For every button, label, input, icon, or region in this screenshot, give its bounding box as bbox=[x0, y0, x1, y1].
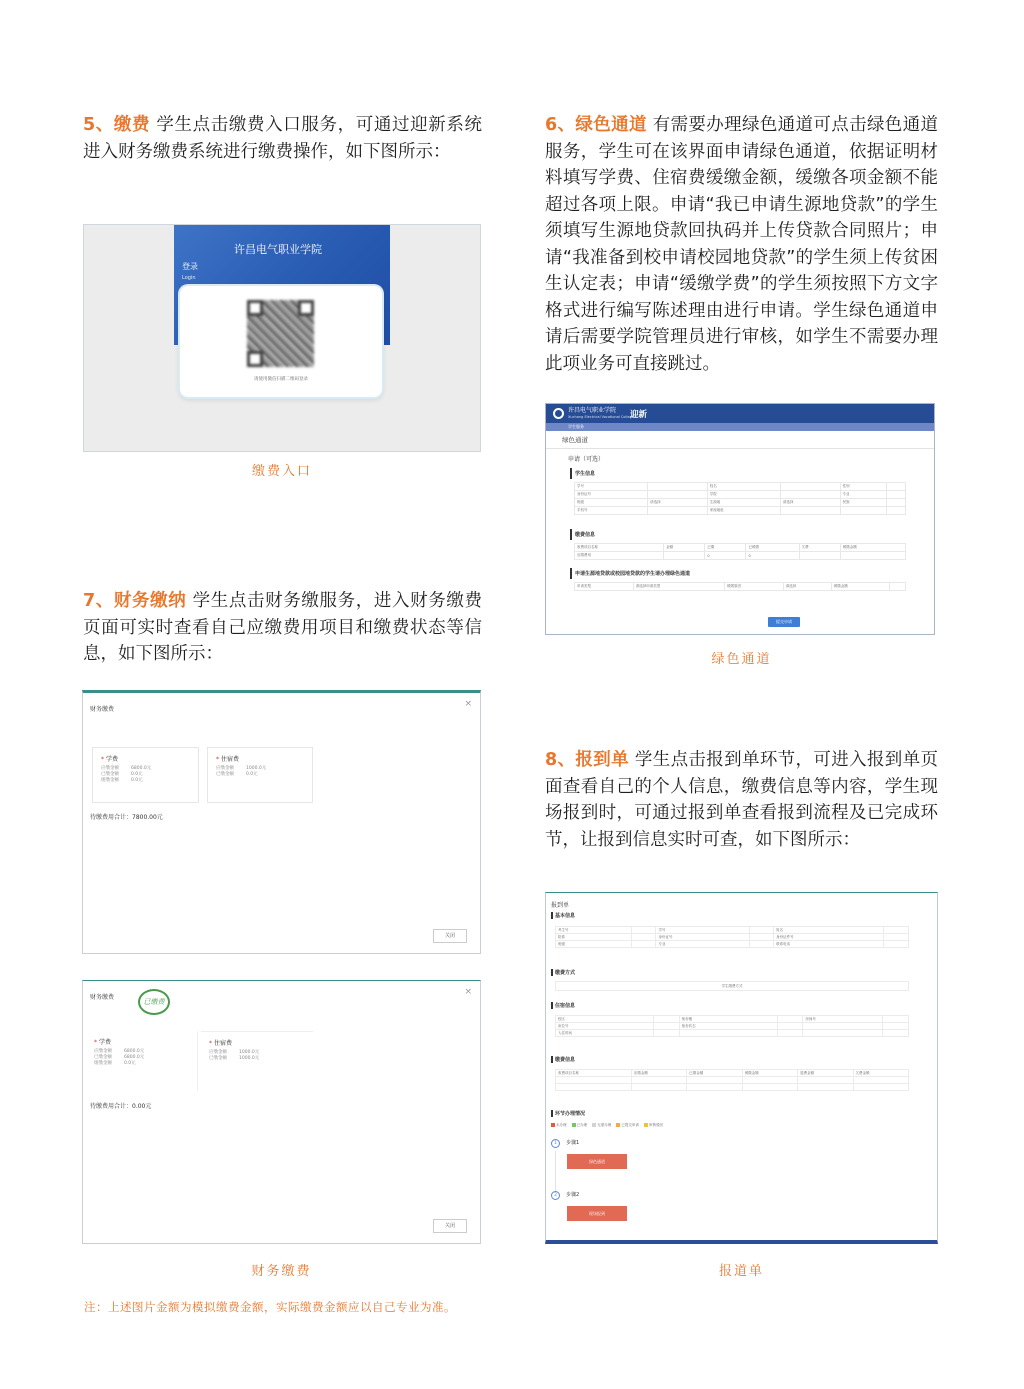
table-row bbox=[556, 1070, 909, 1077]
table-cell: 宿舍楼 bbox=[679, 1016, 777, 1023]
table-cell[interactable]: 欠费金额 bbox=[853, 1070, 908, 1077]
login-card bbox=[180, 286, 382, 397]
table-row bbox=[575, 507, 906, 515]
report-dorm-table bbox=[555, 1015, 909, 1037]
section-8-heading: 8、报到单 bbox=[545, 750, 629, 770]
table-cell bbox=[687, 1084, 742, 1091]
table-cell[interactable] bbox=[749, 934, 774, 941]
table-cell[interactable] bbox=[780, 507, 840, 515]
table-cell[interactable] bbox=[653, 1030, 679, 1037]
close-button[interactable]: 关闭 bbox=[433, 1219, 467, 1233]
step-1-icon: 1 bbox=[551, 1139, 560, 1148]
table-cell[interactable]: 请选择 bbox=[780, 499, 840, 507]
green-fee-table bbox=[574, 543, 906, 560]
table-cell: 家庭地址 bbox=[707, 507, 780, 515]
table-row bbox=[556, 927, 909, 934]
login-hint: 请使用微信扫描二维码登录 bbox=[254, 377, 308, 382]
table-cell: 身份证件号 bbox=[774, 934, 884, 941]
green-channel-step-button[interactable]: 绿色通道 bbox=[567, 1154, 627, 1169]
table-cell[interactable] bbox=[653, 1023, 679, 1030]
table-cell bbox=[687, 1077, 742, 1084]
table-cell[interactable] bbox=[648, 507, 708, 515]
table-cell[interactable] bbox=[883, 1016, 909, 1023]
school-logo-icon bbox=[553, 408, 564, 419]
caption-finance: 财务缴费 bbox=[251, 1264, 312, 1279]
table-cell[interactable] bbox=[883, 1023, 909, 1030]
table-cell[interactable] bbox=[648, 483, 708, 491]
report-section-dorm: 住宿信息 bbox=[551, 1002, 575, 1009]
table-row bbox=[575, 491, 906, 499]
report-section-pay: 缴费方式 bbox=[551, 969, 575, 976]
fee-name: * 住宿费 bbox=[209, 1040, 233, 1047]
table-cell[interactable] bbox=[780, 491, 840, 499]
fee-name: * 住宿费 bbox=[216, 756, 240, 763]
table-cell: 已缴金额 bbox=[687, 1070, 742, 1077]
table-cell[interactable]: 请选择 bbox=[783, 583, 831, 591]
table-row bbox=[556, 1016, 909, 1023]
table-cell[interactable]: 金额 bbox=[664, 544, 705, 552]
table-cell bbox=[799, 552, 840, 560]
table-row bbox=[556, 941, 909, 948]
table-cell[interactable]: 请选择 bbox=[648, 499, 708, 507]
table-cell: 班级 bbox=[575, 499, 648, 507]
table-cell[interactable] bbox=[886, 491, 905, 499]
table-cell[interactable] bbox=[853, 1084, 908, 1091]
table-row bbox=[556, 1030, 909, 1037]
table-cell: 班级 bbox=[556, 941, 632, 948]
table-cell[interactable] bbox=[648, 491, 708, 499]
step-1: 1 步骤1 bbox=[551, 1139, 579, 1148]
section-5-heading: 5、缴费 bbox=[83, 115, 151, 135]
step-2-icon: 2 bbox=[551, 1191, 560, 1200]
fee-card-tuition: * 学费 应缴金额 6800.0元 已缴金额 0.0元 缓缴金额 0.0元 bbox=[92, 747, 199, 803]
report-section-basic: 基本信息 bbox=[551, 912, 575, 919]
fee-card-dorm: * 住宿费 应缴金额 1000.0元 已缴金额 0.0元 bbox=[207, 747, 313, 803]
finance-unpaid-screenshot bbox=[82, 690, 481, 954]
close-icon[interactable]: × bbox=[464, 987, 472, 997]
table-row bbox=[556, 1084, 909, 1091]
section-8-text bbox=[545, 747, 938, 853]
section-7-text bbox=[83, 588, 482, 668]
table-cell bbox=[803, 1023, 883, 1030]
table-cell[interactable] bbox=[780, 483, 840, 491]
finance1-header: 财务缴费 bbox=[90, 706, 115, 713]
table-cell[interactable] bbox=[631, 927, 656, 934]
table-row bbox=[575, 499, 906, 507]
table-cell[interactable] bbox=[884, 941, 909, 948]
table-cell[interactable] bbox=[664, 552, 705, 560]
green-section-fee: 缴费信息 bbox=[570, 529, 934, 540]
table-cell: 民族 bbox=[840, 499, 886, 507]
green-school-cn: 许昌电气职业学院 bbox=[568, 407, 617, 414]
table-cell: 缓缴金额 bbox=[831, 583, 890, 591]
table-cell bbox=[798, 1084, 853, 1091]
table-cell: 学号 bbox=[575, 483, 648, 491]
table-cell[interactable]: 0 bbox=[746, 552, 799, 560]
table-cell: 联系电话 bbox=[774, 941, 884, 948]
green-student-table bbox=[574, 482, 906, 515]
report-section-fee: 缴费信息 bbox=[551, 1056, 575, 1063]
section-6-body: 有需要办理绿色通道可点击绿色通道服务，学生可在该界面申请绿色通道，依据证明材料填写学费、住宿费缓缴金额，缓缴各项金额不能超过各项上限。申请“我已申请生源地贷款”的学生须填写生源地贷款回执码并上传贷款合同照片；申请“我准备到校申请校园地贷款”的学生须上传贫困生认定表；申请“缓缴学费”的学生须按照下方文字格式进行编写陈述理由进行申请。学生绿色通道申请后需要学院管理员进行审核，如学生不需要办理此项业务可直接跳过。 bbox=[545, 115, 938, 374]
table-cell[interactable] bbox=[886, 483, 905, 491]
submit-application-button[interactable]: 提交申请 bbox=[768, 617, 800, 627]
table-cell[interactable] bbox=[890, 583, 906, 591]
table-cell[interactable] bbox=[777, 1016, 803, 1023]
table-cell: 收费项目名称 bbox=[575, 544, 664, 552]
section-7-body: 学生点击财务缴服务，进入财务缴费页面可实时查看自己应缴费用项目和缴费状态等信息，如下图所示： bbox=[83, 591, 482, 664]
table-cell[interactable] bbox=[884, 927, 909, 934]
section-6-heading: 6、绿色通道 bbox=[545, 115, 647, 135]
step-2: 2 步骤2 bbox=[551, 1191, 579, 1200]
table-cell: 专业 bbox=[840, 491, 886, 499]
table-cell[interactable] bbox=[777, 1023, 803, 1030]
report-form-screenshot bbox=[545, 892, 938, 1244]
table-cell: 考生号 bbox=[556, 927, 632, 934]
report-fee-table bbox=[555, 1069, 909, 1091]
table-cell[interactable] bbox=[853, 1077, 908, 1084]
table-cell[interactable] bbox=[742, 1084, 797, 1091]
table-cell: 入住时间 bbox=[556, 1030, 654, 1037]
table-row bbox=[575, 544, 906, 552]
report-section-step: 环节办理情况 bbox=[551, 1110, 585, 1117]
close-button[interactable]: 关闭 bbox=[433, 929, 467, 943]
onsite-report-step-button[interactable]: 现场报到 bbox=[567, 1206, 627, 1221]
section-7-heading: 7、财务缴纳 bbox=[83, 591, 187, 611]
table-row bbox=[575, 552, 906, 560]
table-row bbox=[556, 1077, 909, 1084]
table-cell: 退费金额 bbox=[798, 1070, 853, 1077]
finance1-total: 待缴费用合计：7800.00元 bbox=[90, 814, 163, 821]
table-cell bbox=[556, 1077, 632, 1084]
green-title: 绿色通道 bbox=[546, 431, 934, 449]
login-school-name: 许昌电气职业学院 bbox=[234, 243, 322, 256]
table-cell: 姓名 bbox=[774, 927, 884, 934]
footnote: 注：上述图片金额为模拟缴费金额，实际缴费金额应以自己专业为准。 bbox=[84, 1300, 456, 1314]
table-cell[interactable] bbox=[631, 941, 656, 948]
login-subtitle: Login bbox=[182, 275, 196, 281]
table-cell bbox=[840, 507, 886, 515]
table-cell bbox=[679, 1030, 777, 1037]
finance2-header: 财务缴费 bbox=[90, 994, 115, 1001]
finance-paid-screenshot bbox=[82, 980, 481, 1244]
table-cell[interactable] bbox=[886, 499, 905, 507]
table-cell[interactable]: 缓缴金额 bbox=[742, 1070, 797, 1077]
table-cell: 缓缴原因 bbox=[725, 583, 784, 591]
login-screenshot bbox=[83, 224, 481, 452]
table-cell[interactable]: 应缴金额 bbox=[631, 1070, 686, 1077]
table-cell[interactable] bbox=[631, 1084, 686, 1091]
table-cell[interactable] bbox=[631, 934, 656, 941]
table-cell: 0 bbox=[705, 552, 746, 560]
table-cell: 姓名 bbox=[707, 483, 780, 491]
table-cell[interactable] bbox=[884, 934, 909, 941]
table-cell: 手机号 bbox=[575, 507, 648, 515]
fee-name: * 学费 bbox=[101, 756, 119, 763]
table-row bbox=[575, 583, 906, 591]
finance2-total: 待缴费用合计：0.00元 bbox=[90, 1103, 152, 1110]
green-loan-table bbox=[574, 582, 906, 591]
paid-stamp: 已缴费 bbox=[138, 989, 170, 1015]
table-cell[interactable] bbox=[886, 507, 905, 515]
close-icon[interactable]: × bbox=[464, 699, 472, 709]
green-topbar bbox=[546, 404, 934, 423]
table-cell[interactable] bbox=[840, 552, 905, 560]
table-cell[interactable] bbox=[653, 1016, 679, 1023]
table-cell[interactable] bbox=[883, 1030, 909, 1037]
green-tab[interactable]: 学生服务 bbox=[546, 423, 934, 431]
table-cell: 院系 bbox=[556, 934, 632, 941]
table-cell: 欠费 bbox=[799, 544, 840, 552]
table-cell: 校区 bbox=[556, 1016, 654, 1023]
table-cell: 专业 bbox=[656, 941, 749, 948]
table-cell[interactable] bbox=[749, 941, 774, 948]
report-basic-table bbox=[555, 926, 909, 948]
fee-name: * 学费 bbox=[94, 1039, 112, 1046]
table-cell bbox=[556, 1084, 632, 1091]
report-pay-table bbox=[555, 981, 909, 991]
table-cell: 收费项目名称 bbox=[556, 1070, 632, 1077]
green-app-name: 迎新 bbox=[630, 410, 648, 420]
step-legend: 未办理 已办理 无需办理 已提交申请 审核驳回 bbox=[551, 1123, 663, 1128]
section-8-body: 学生点击报到单环节，可进入报到单页面查看自己的个人信息，缴费信息等内容，学生现场报到时，可通过报到单查看报到流程及已完成环节，让报到信息实时可查，如下图所示： bbox=[545, 750, 939, 850]
table-cell: 宿舍状态 bbox=[679, 1023, 777, 1030]
green-apply-label: 申请（可选） bbox=[568, 456, 605, 463]
qr-code-icon[interactable] bbox=[247, 300, 314, 367]
table-cell: 身份证号 bbox=[656, 934, 749, 941]
report-title: 报到单 bbox=[551, 902, 570, 909]
table-cell bbox=[803, 1030, 883, 1037]
table-cell: 学号 bbox=[656, 927, 749, 934]
section-6-text bbox=[545, 112, 938, 377]
table-cell: 床位号 bbox=[556, 1023, 654, 1030]
table-row bbox=[556, 1023, 909, 1030]
login-title: 登录 bbox=[182, 262, 198, 271]
table-cell[interactable]: 缓缴金额 bbox=[840, 544, 905, 552]
table-cell: 身份证号 bbox=[575, 491, 648, 499]
table-cell[interactable]: 请选择申请类型 bbox=[633, 583, 724, 591]
table-row bbox=[575, 483, 906, 491]
caption-report: 报道单 bbox=[718, 1264, 764, 1279]
section-5-body: 学生点击缴费入口服务，可通过迎新系统进入财务缴费系统进行缴费操作，如下图所示： bbox=[83, 115, 482, 162]
fee-card-tuition: * 学费 应缴金额 6800.0元 已缴金额 6800.0元 缓缴金额 0.0元 bbox=[86, 1031, 198, 1091]
table-cell: 申请类型 bbox=[575, 583, 634, 591]
table-cell[interactable] bbox=[631, 1077, 686, 1084]
green-section-student: 学生信息 bbox=[570, 468, 934, 479]
table-cell[interactable] bbox=[749, 927, 774, 934]
table-cell[interactable] bbox=[777, 1030, 803, 1037]
caption-green: 绿色通道 bbox=[711, 652, 772, 667]
green-channel-screenshot bbox=[545, 403, 935, 635]
table-cell: 已缴 bbox=[705, 544, 746, 552]
section-5-text bbox=[83, 112, 482, 165]
pay-method-cell: 学生缴费方式 bbox=[556, 982, 909, 991]
table-cell: 学院 bbox=[707, 491, 780, 499]
table-cell[interactable] bbox=[742, 1077, 797, 1084]
green-school-en: Xuchang Electrical Vocational College bbox=[568, 415, 634, 419]
green-section-loan: 申请生源地贷款或校园地贷款的学生请办理绿色通道 bbox=[570, 568, 934, 579]
table-cell: 房间号 bbox=[803, 1016, 883, 1023]
table-cell: 应缴费用 bbox=[575, 552, 664, 560]
caption-login: 缴费入口 bbox=[251, 464, 312, 479]
table-cell bbox=[798, 1077, 853, 1084]
table-cell: 性别 bbox=[840, 483, 886, 491]
table-cell[interactable]: 已缓缴 bbox=[746, 544, 799, 552]
fee-card-dorm: * 住宿费 应缴金额 1000.0元 已缴金额 1000.0元 bbox=[201, 1031, 313, 1091]
table-cell: 生源地 bbox=[707, 499, 780, 507]
table-row bbox=[556, 934, 909, 941]
